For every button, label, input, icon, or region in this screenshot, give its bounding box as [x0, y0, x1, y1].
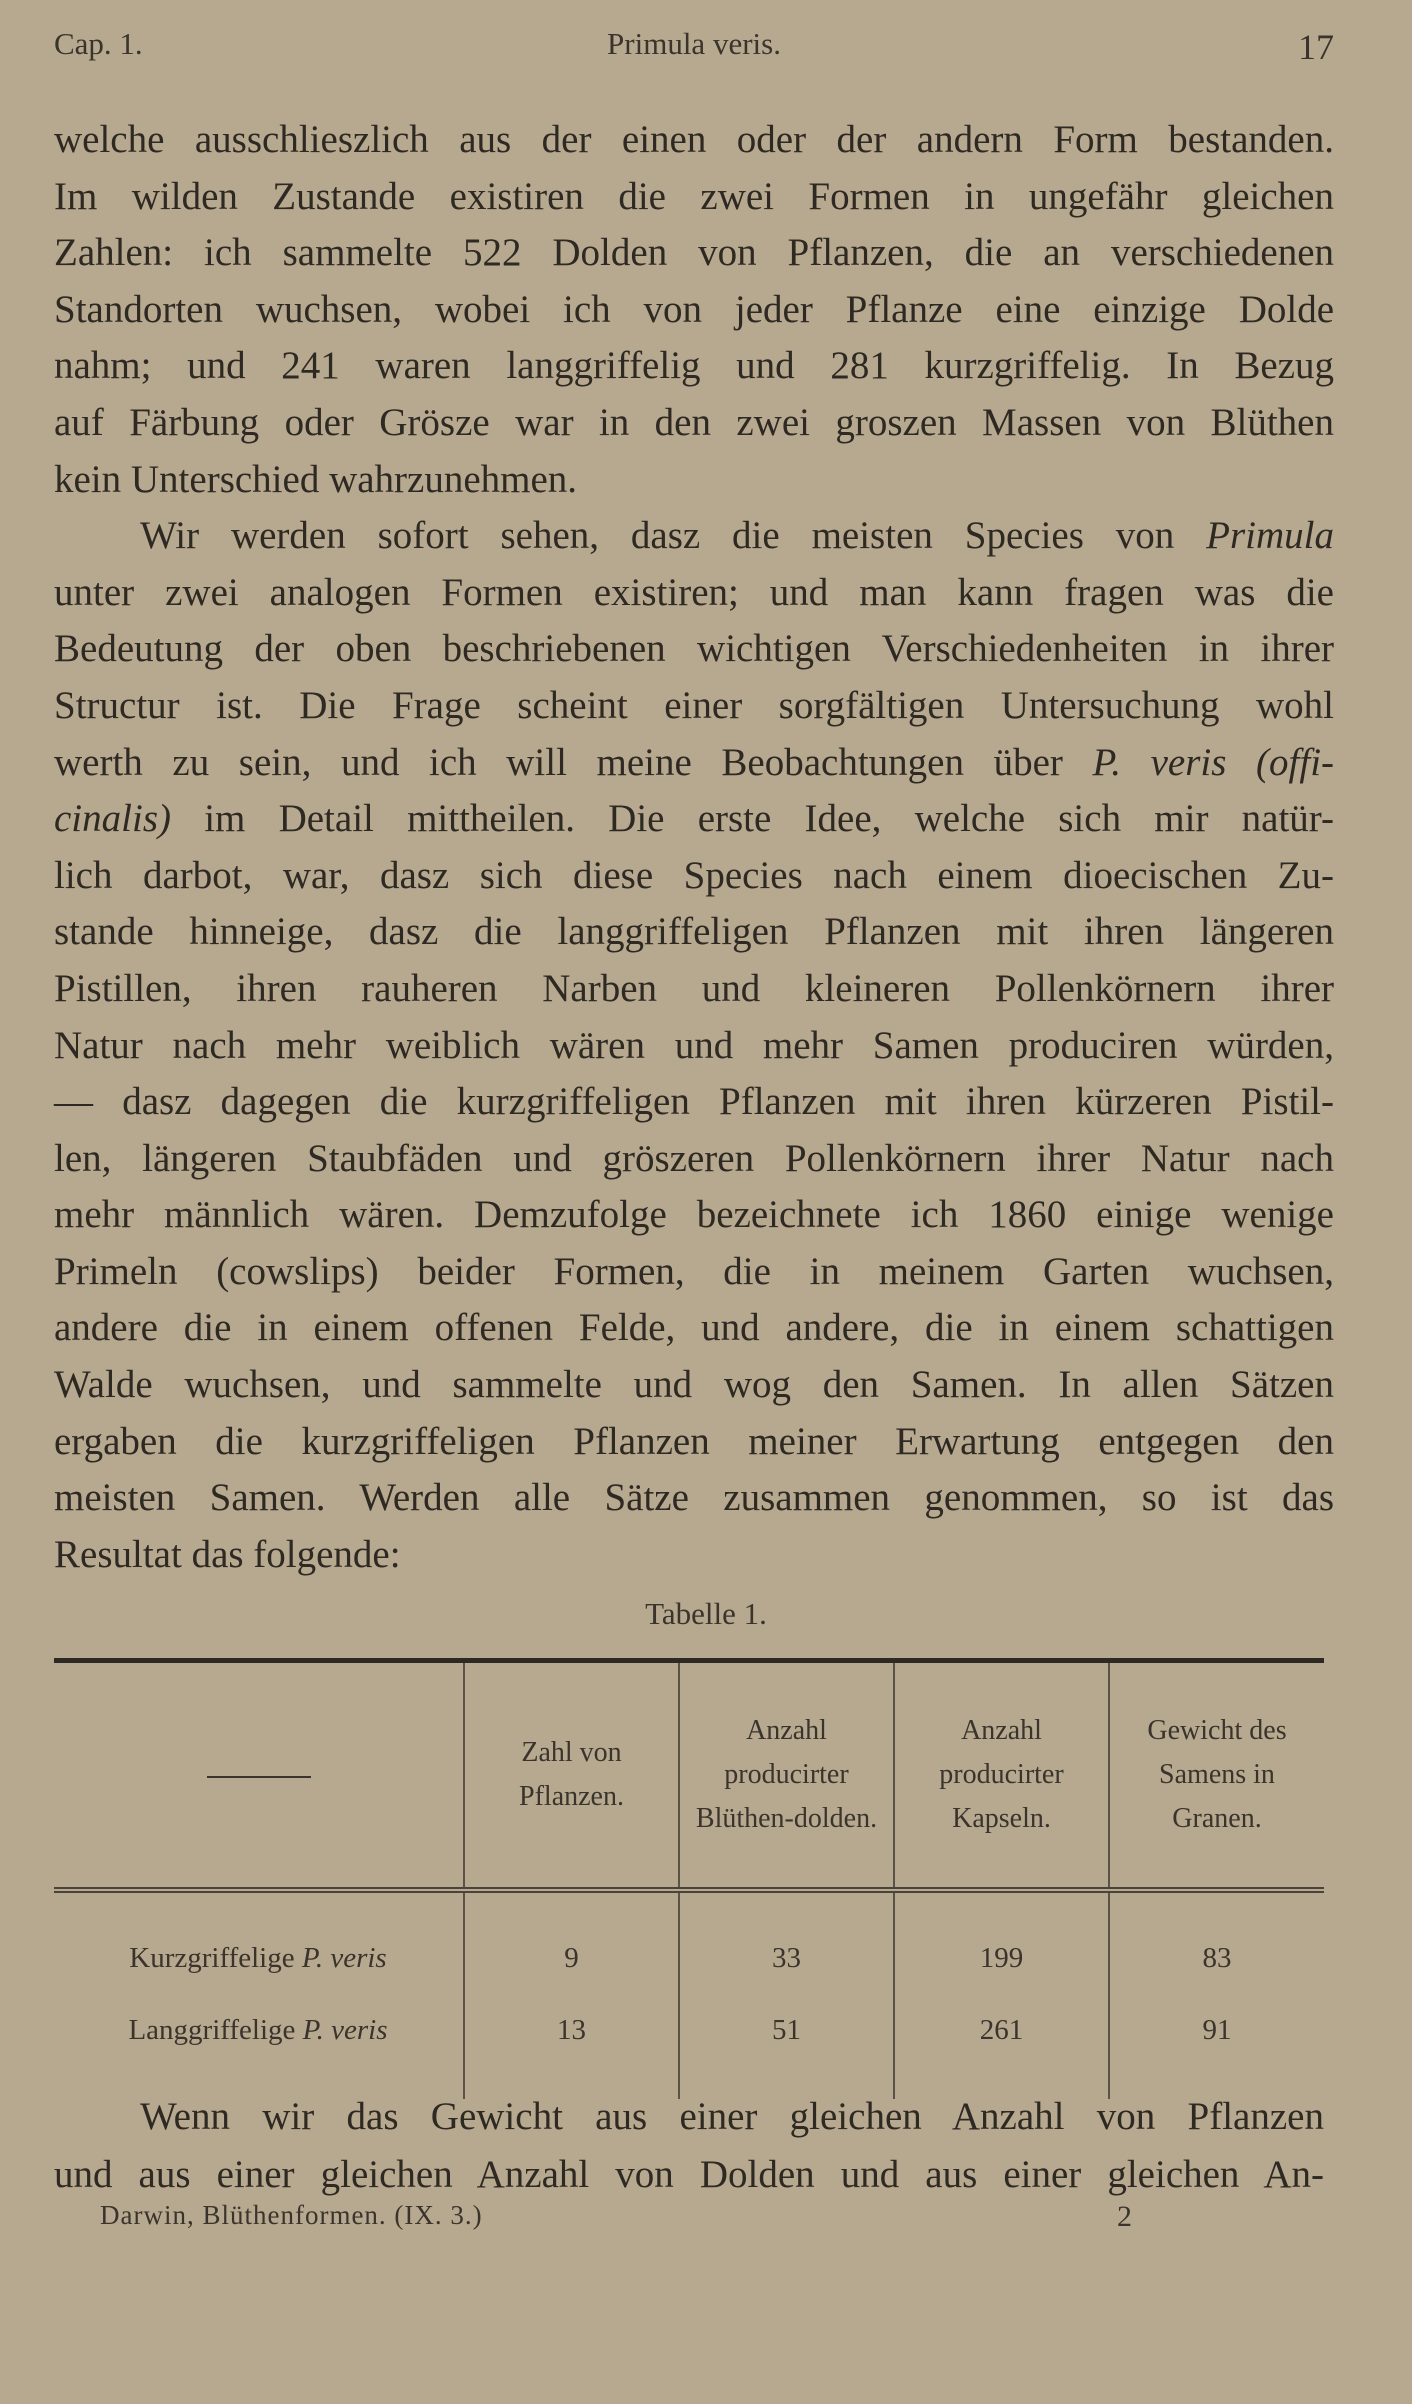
- text-line: Zahlen: ich sammelte 522 Dolden von Pflanzen, die an verschiedenen: [54, 231, 1334, 275]
- table-cell: 261: [894, 1994, 1109, 2099]
- chapter-label: Cap. 1.: [54, 26, 143, 61]
- table-header-row: [54, 1663, 1324, 1887]
- stub-dash: [207, 1776, 311, 1778]
- text-line: meisten Samen. Werden alle Sätze zusammen genommen, so ist das: [54, 1476, 1334, 1520]
- signature-mark: 2: [1117, 2200, 1132, 2233]
- text-line: auf Färbung oder Grösze war in den zwei groszen Massen von Blüthen: [54, 400, 1334, 444]
- row-label-text: Kurzgriffelige: [129, 1941, 295, 1974]
- table-cell: 9: [464, 1893, 679, 1994]
- row-label-species: P. veris: [301, 1941, 387, 1974]
- text-line: Natur nach mehr weiblich wären und mehr Samen produciren würden,: [54, 1023, 1334, 1067]
- text-line: Primeln (cowslips) beider Formen, die in meinem Garten wuchsen,: [54, 1249, 1334, 1293]
- table-cell: 83: [1109, 1893, 1324, 1994]
- text-line: und aus einer gleichen Anzahl von Dolden und aus einer gleichen An-: [54, 2153, 1324, 2196]
- table-row: [54, 1893, 1324, 1994]
- text-line: Walde wuchsen, und sammelte und wog den Samen. In allen Sätzen: [54, 1363, 1334, 1407]
- header-cell: Zahl von Pflanzen.: [464, 1663, 679, 1887]
- continuation-text: [54, 2088, 1324, 2204]
- body-text: [54, 112, 1334, 1583]
- footer-signature: Darwin, Blüthenformen. (IX. 3.): [100, 2200, 483, 2230]
- text-line: Resultat das folgende:: [54, 1532, 401, 1576]
- text-line: Im wilden Zustande existiren die zwei Formen in ungefähr gleichen: [54, 174, 1334, 218]
- row-label-text: Langgriffelige: [128, 2013, 296, 2046]
- table-cell: 13: [464, 1994, 679, 2099]
- italic-term: (offi-: [1256, 740, 1335, 784]
- text-line: unter zwei analogen Formen existiren; und man kann fragen was die: [54, 570, 1334, 614]
- text-line: ergaben die kurzgriffeligen Pflanzen meiner Erwartung entgegen den: [54, 1419, 1334, 1463]
- text-line: Structur ist. Die Frage scheint einer sorgfältigen Untersuchung wohl: [54, 683, 1334, 727]
- text-line: — dasz dagegen die kurzgriffeligen Pflanzen mit ihren kürzeren Pistil-: [54, 1080, 1334, 1124]
- text-run: Wir werden sofort sehen, dasz die meisten Species von: [140, 514, 1175, 558]
- text-line: [54, 791, 1334, 848]
- table-body: [54, 1893, 1324, 2099]
- text-line: mehr männlich wären. Demzufolge bezeichnete ich 1860 einige wenige: [54, 1193, 1334, 1237]
- text-line: welche ausschlieszlich aus der einen oder der andern Form bestanden.: [54, 118, 1334, 161]
- text-line: Wenn wir das Gewicht aus einer gleichen Anzahl von Pflanzen: [140, 2095, 1324, 2138]
- text-line: lich darbot, war, dasz sich diese Species nach einem dioecischen Zu-: [54, 853, 1334, 897]
- data-table: [54, 1658, 1324, 2099]
- table-grid: [54, 1663, 1324, 1887]
- running-title: Primula veris.: [607, 26, 781, 61]
- text-line: stande hinneige, dasz die langgriffeligen Pflanzen mit ihren längeren: [54, 910, 1334, 954]
- text-line: Bedeutung der oben beschriebenen wichtigen Verschiedenheiten in ihrer: [54, 627, 1334, 671]
- row-label-species: P. veris: [302, 2013, 388, 2046]
- header-cell: Gewicht des Samens in Granen.: [1109, 1663, 1324, 1887]
- header-cell: Anzahl producirter Kapseln.: [894, 1663, 1109, 1887]
- row-label: [54, 1893, 464, 1994]
- page-footer: [100, 2200, 1132, 2240]
- text-line: [54, 735, 1334, 792]
- text-line: nahm; und 241 waren langgriffelig und 281 kurzgriffelig. In Bezug: [54, 344, 1334, 388]
- italic-term: P. veris: [1092, 740, 1227, 784]
- italic-term: Primula: [1206, 514, 1335, 558]
- header-cell: Anzahl producirter Blüthen-dolden.: [679, 1663, 894, 1887]
- row-label: [54, 1994, 464, 2099]
- text-line: kein Unterschied wahrzunehmen.: [54, 457, 578, 501]
- table-row: [54, 1994, 1324, 2099]
- text-line: len, längeren Staubfäden und gröszeren Pollenkörnern ihrer Natur nach: [54, 1136, 1334, 1180]
- running-head: [54, 26, 1334, 72]
- table-cell: 91: [1109, 1994, 1324, 2099]
- page-number: 17: [1298, 27, 1334, 67]
- header-stub: [54, 1663, 464, 1887]
- text-run: werth zu sein, und ich will meine Beobachtungen über: [54, 740, 1063, 784]
- italic-term: cinalis): [54, 797, 171, 841]
- table-cell: 199: [894, 1893, 1109, 1994]
- text-line: [54, 508, 1334, 565]
- table-cell: 33: [679, 1893, 894, 1994]
- text-line: Pistillen, ihren rauheren Narben und kleineren Pollenkörnern ihrer: [54, 966, 1334, 1010]
- text-run: im Detail mittheilen. Die erste Idee, welche sich mir natür-: [204, 797, 1334, 841]
- table-cell: 51: [679, 1994, 894, 2099]
- table-caption: Tabelle 1.: [645, 1596, 767, 1631]
- text-line: andere die in einem offenen Felde, und andere, die in einem schattigen: [54, 1306, 1334, 1350]
- text-line: Standorten wuchsen, wobei ich von jeder Pflanze eine einzige Dolde: [54, 287, 1334, 331]
